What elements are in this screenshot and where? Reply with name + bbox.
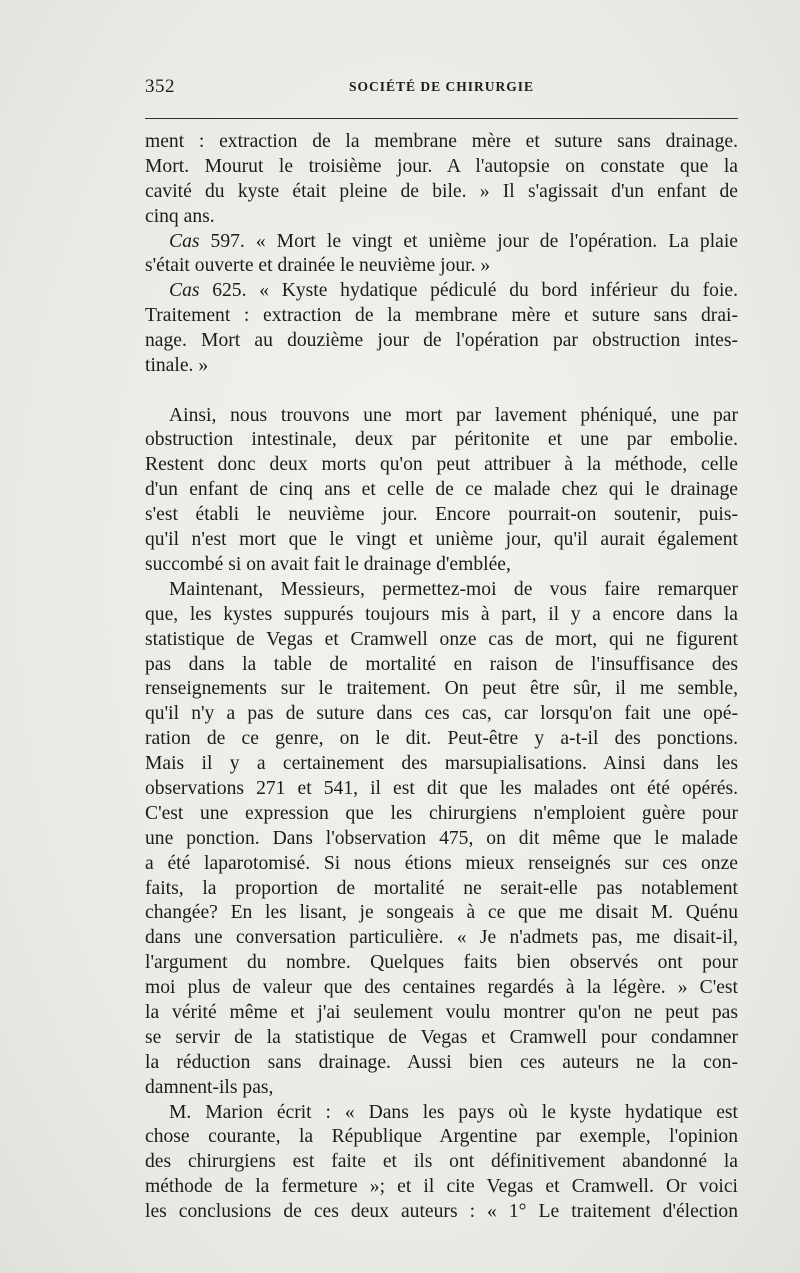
text-line: observations 271 et 541, il est dit que les malades ont été opérés.	[145, 777, 738, 799]
text-line: moi plus de valeur que des centaines regardés à la légère. » C'est	[145, 977, 738, 999]
text-line: statistique de Vegas et Cramwell onze cas de mort, qui ne figurent	[145, 628, 738, 650]
text-line: d'un enfant de cinq ans et celle de ce malade chez qui le drainage	[145, 479, 738, 501]
running-title: SOCIÉTÉ DE CHIRURGIE	[348, 79, 535, 94]
text-line: qu'il n'y a pas de suture dans ces cas, car lorsqu'on fait une opé-	[145, 703, 738, 725]
page-number: 352	[145, 76, 175, 97]
text-line: ment : extraction de la membrane mère et suture sans drainage.	[145, 131, 738, 152]
text-line	[145, 279, 738, 304]
text-line: tinale. »	[145, 355, 209, 377]
page-header	[145, 76, 738, 102]
text-line: changée? En les lisant, je songeais à ce que me disait M. Quénu	[145, 902, 738, 924]
text-line: s'est établi le neuvième jour. Encore pourrait-on soutenir, puis-	[145, 504, 738, 526]
discussion-block	[145, 404, 738, 1225]
text-line: cinq ans.	[145, 205, 215, 227]
case-label: Cas	[169, 280, 200, 302]
text-line: Mort. Mourut le troisième jour. A l'autopsie on constate que la	[145, 155, 738, 177]
text-line: renseignements sur le traitement. On peut être sûr, il me semble,	[145, 678, 738, 700]
text-line: dans une conversation particulière. « Je n'admets pas, me disait-il,	[145, 927, 738, 949]
text-line: faits, la proportion de mortalité ne serait-elle pas notablement	[145, 877, 738, 899]
text-line: damnent-ils pas,	[145, 1076, 274, 1098]
text-line: cavité du kyste était pleine de bile. » Il s'agissait d'un enfant de	[145, 180, 738, 202]
text-line: les conclusions de ces deux auteurs : « 1° Le traitement d'élection	[145, 1201, 738, 1223]
case-label: Cas	[169, 230, 200, 252]
text-line: Maintenant, Messieurs, permettez-moi de vous faire remarquer	[169, 578, 738, 600]
text-line: Mais il y a certainement des marsupialisations. Ainsi dans les	[145, 753, 738, 775]
text-line: une ponction. Dans l'observation 475, on dit même que le malade	[145, 827, 738, 849]
text-line: que, les kystes suppurés toujours mis à part, il y a encore dans la	[145, 603, 738, 625]
text-line	[145, 230, 738, 255]
text-line: Traitement : extraction de la membrane mère et suture sans drai-	[145, 305, 738, 327]
text-line: la vérité même et j'ai seulement voulu montrer qu'on ne peut pas	[145, 1001, 738, 1023]
text-line: Restent donc deux morts qu'on peut attribuer à la méthode, celle	[145, 454, 738, 476]
text-line: a été laparotomisé. Si nous étions mieux renseignés sur ces onze	[145, 852, 738, 874]
text-line: méthode de la fermeture »; et il cite Vegas et Cramwell. Or voici	[145, 1176, 738, 1198]
paragraph-gap	[145, 379, 738, 404]
text-line: chose courante, la République Argentine par exemple, l'opinion	[145, 1126, 738, 1148]
case-quotations-block	[145, 130, 738, 379]
body-text	[145, 130, 738, 1225]
text-line: M. Marion écrit : « Dans les pays où le kyste hydatique est	[169, 1101, 738, 1123]
text-line: succombé si on avait fait le drainage d'emblée,	[145, 553, 511, 575]
text-line: l'argument du nombre. Quelques faits bien observés ont pour	[145, 952, 738, 974]
text-line: obstruction intestinale, deux par péritonite et une par embolie.	[145, 429, 738, 451]
text-line: se servir de la statistique de Vegas et Cramwell pour condamner	[145, 1026, 738, 1048]
text-line: s'était ouverte et drainée le neuvième jour. »	[145, 255, 491, 277]
text-line: C'est une expression que les chirurgiens n'emploient guère pour	[145, 802, 738, 824]
text-line: qu'il n'est mort que le vingt et unième jour, qu'il aurait également	[145, 529, 738, 551]
text-line: ration de ce genre, on le dit. Peut-être y a-t-il des ponctions.	[145, 728, 738, 750]
line-text: 597. « Mort le vingt et unième jour de l'opération. La plaie	[199, 230, 738, 252]
line-text: 625. « Kyste hydatique pédiculé du bord inférieur du foie.	[199, 280, 738, 302]
text-line: des chirurgiens est faite et ils ont définitivement abandonné la	[145, 1151, 738, 1173]
text-line: pas dans la table de mortalité en raison de l'insuffisance des	[145, 653, 738, 675]
text-line: Ainsi, nous trouvons une mort par lavement phéniqué, une par	[169, 404, 738, 426]
text-line: nage. Mort au douzième jour de l'opération par obstruction intes-	[145, 330, 738, 352]
text-line: la réduction sans drainage. Aussi bien ces auteurs ne la con-	[145, 1051, 738, 1073]
header-rule	[145, 118, 738, 119]
